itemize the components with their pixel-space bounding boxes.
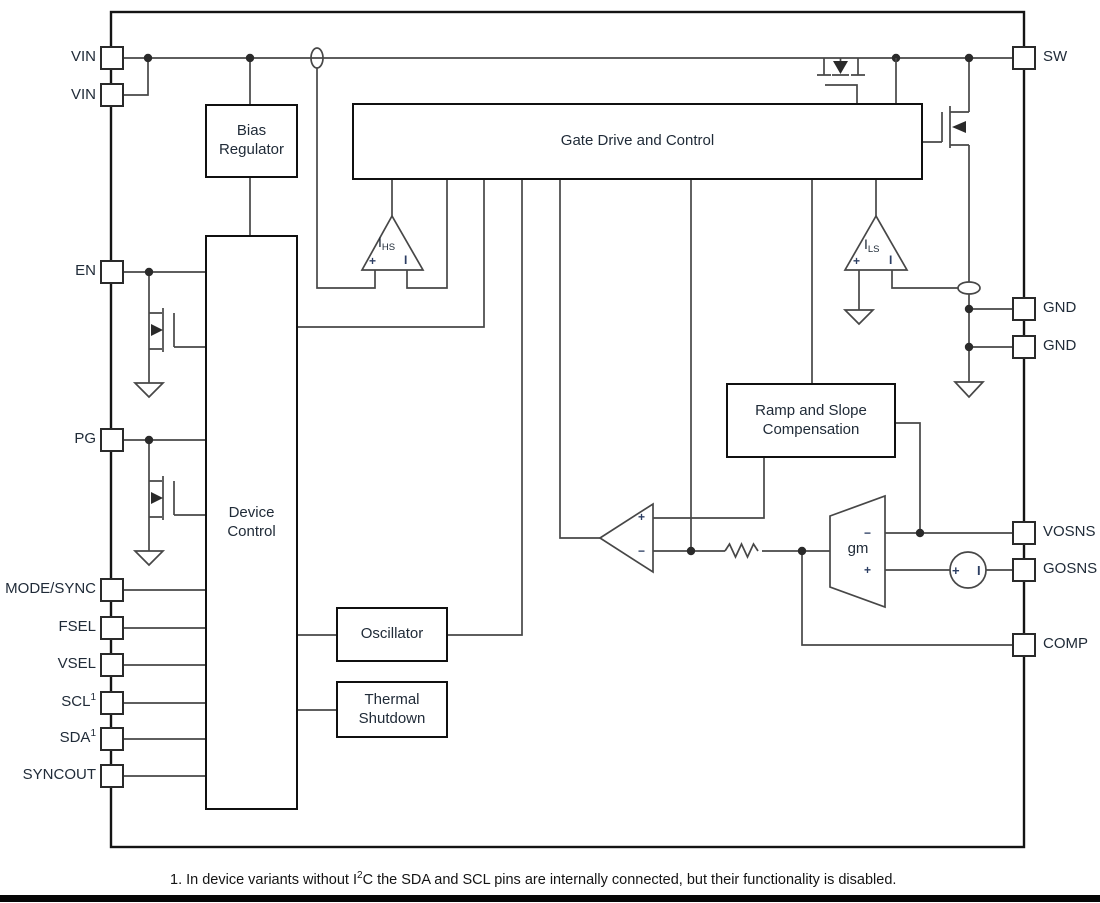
gm-plus: + <box>864 563 872 577</box>
gm-label: gm <box>847 540 869 557</box>
wire-ils-current-sense <box>892 270 958 288</box>
page-divider-bar <box>0 895 1100 902</box>
resistor-icon <box>725 544 758 557</box>
pin-box-sda <box>101 728 123 750</box>
pin-box-en <box>101 261 123 283</box>
mosfet-pg-icon <box>149 440 205 551</box>
block-gate-drive <box>352 103 923 180</box>
current-sense-loop-ls-icon <box>958 282 980 294</box>
pin-box-vin1 <box>101 47 123 69</box>
block-label: Ramp and Slope Compensation <box>755 401 867 438</box>
pin-box-mode-sync <box>101 579 123 601</box>
pin-box-scl <box>101 692 123 714</box>
pin-box-syncout <box>101 765 123 787</box>
body-diode-icon <box>833 61 848 74</box>
comparator-minus: − <box>638 544 646 558</box>
wire-comparator-out-to-gatedrive <box>560 180 600 538</box>
offset-source-plus: + <box>952 563 960 578</box>
pin-label-pg: PG <box>74 430 96 447</box>
pin-label-vsel: VSEL <box>57 655 96 672</box>
pin-label-gnd1: GND <box>1043 299 1077 316</box>
block-label: Device Control <box>227 503 276 540</box>
pin-box-comp <box>1013 634 1035 656</box>
footnote: 1. In device variants without $I^2C$ the SDA and SCL pins are internally connected, but their functionality is disabled. <box>170 870 897 888</box>
amp-ils-current: I <box>889 253 893 267</box>
pwm-comparator-icon <box>600 504 653 572</box>
block-thermal-shutdown <box>336 681 448 738</box>
ground-icon <box>955 382 983 397</box>
block-label: Thermal Shutdown <box>358 690 426 727</box>
wire-ramp-to-comparator-plus <box>653 458 764 518</box>
pin-label-sda: SDA$^1$ <box>59 728 96 746</box>
ground-icon <box>135 551 163 565</box>
amp-ils-plus: + <box>853 254 861 268</box>
wire-ramp-feedback <box>896 423 920 533</box>
block-label: Gate Drive and Control <box>560 132 715 150</box>
amp-ils-label: $I_{LS}$ <box>864 236 880 255</box>
pin-label-gnd2: GND <box>1043 337 1077 354</box>
pin-box-sw <box>1013 47 1035 69</box>
pin-box-vin2 <box>101 84 123 106</box>
pin-box-gnd1 <box>1013 298 1035 320</box>
block-device-control <box>205 235 298 810</box>
block-bias-regulator <box>205 104 298 178</box>
fet-arrow-icon <box>151 324 163 336</box>
wire-vin2 <box>123 58 148 95</box>
wire-oscillator-to-gatedrive <box>448 180 522 635</box>
pin-box-vosns <box>1013 522 1035 544</box>
block-label: Bias Regulator <box>218 122 285 158</box>
pin-box-pg <box>101 429 123 451</box>
comparator-plus: + <box>638 510 646 524</box>
mosfet-en-icon <box>149 272 205 383</box>
pin-label-mode-sync: MODE/SYNC <box>5 580 96 597</box>
wire-ihs-current-to-gatedrive <box>407 180 447 288</box>
offset-source-current: I <box>977 563 981 578</box>
block-oscillator <box>336 607 448 662</box>
pin-label-comp: COMP <box>1043 635 1088 652</box>
pin-label-vosns: VOSNS <box>1043 523 1096 540</box>
pin-label-fsel: FSEL <box>58 618 96 635</box>
fet-arrow-icon <box>952 121 966 133</box>
pin-label-gosns: GOSNS <box>1043 560 1098 577</box>
pin-box-fsel <box>101 617 123 639</box>
fet-arrow-icon <box>151 492 163 504</box>
block-label: Oscillator <box>360 625 424 643</box>
pin-box-gosns <box>1013 559 1035 581</box>
pin-label-vin1: VIN <box>70 48 96 65</box>
ground-icon <box>845 310 873 324</box>
mosfet-highside-icon <box>817 58 865 103</box>
pin-box-gnd2 <box>1013 336 1035 358</box>
mosfet-output-icon <box>923 106 969 148</box>
wire-hs-gate <box>825 85 857 103</box>
pin-box-vsel <box>101 654 123 676</box>
pin-label-en: EN <box>75 262 96 279</box>
amp-ihs-current: I <box>404 253 408 267</box>
gm-minus: − <box>864 526 872 540</box>
amp-ihs-plus: + <box>369 254 377 268</box>
pin-label-scl: SCL$^1$ <box>61 692 96 710</box>
amp-ihs-label: $I_{HS}$ <box>378 234 396 253</box>
block-ramp-slope-compensation <box>726 383 896 458</box>
pin-label-syncout: SYNCOUT <box>22 766 96 783</box>
pin-label-sw: SW <box>1043 48 1068 65</box>
ground-icon <box>135 383 163 397</box>
pin-label-vin2: VIN <box>70 86 96 103</box>
